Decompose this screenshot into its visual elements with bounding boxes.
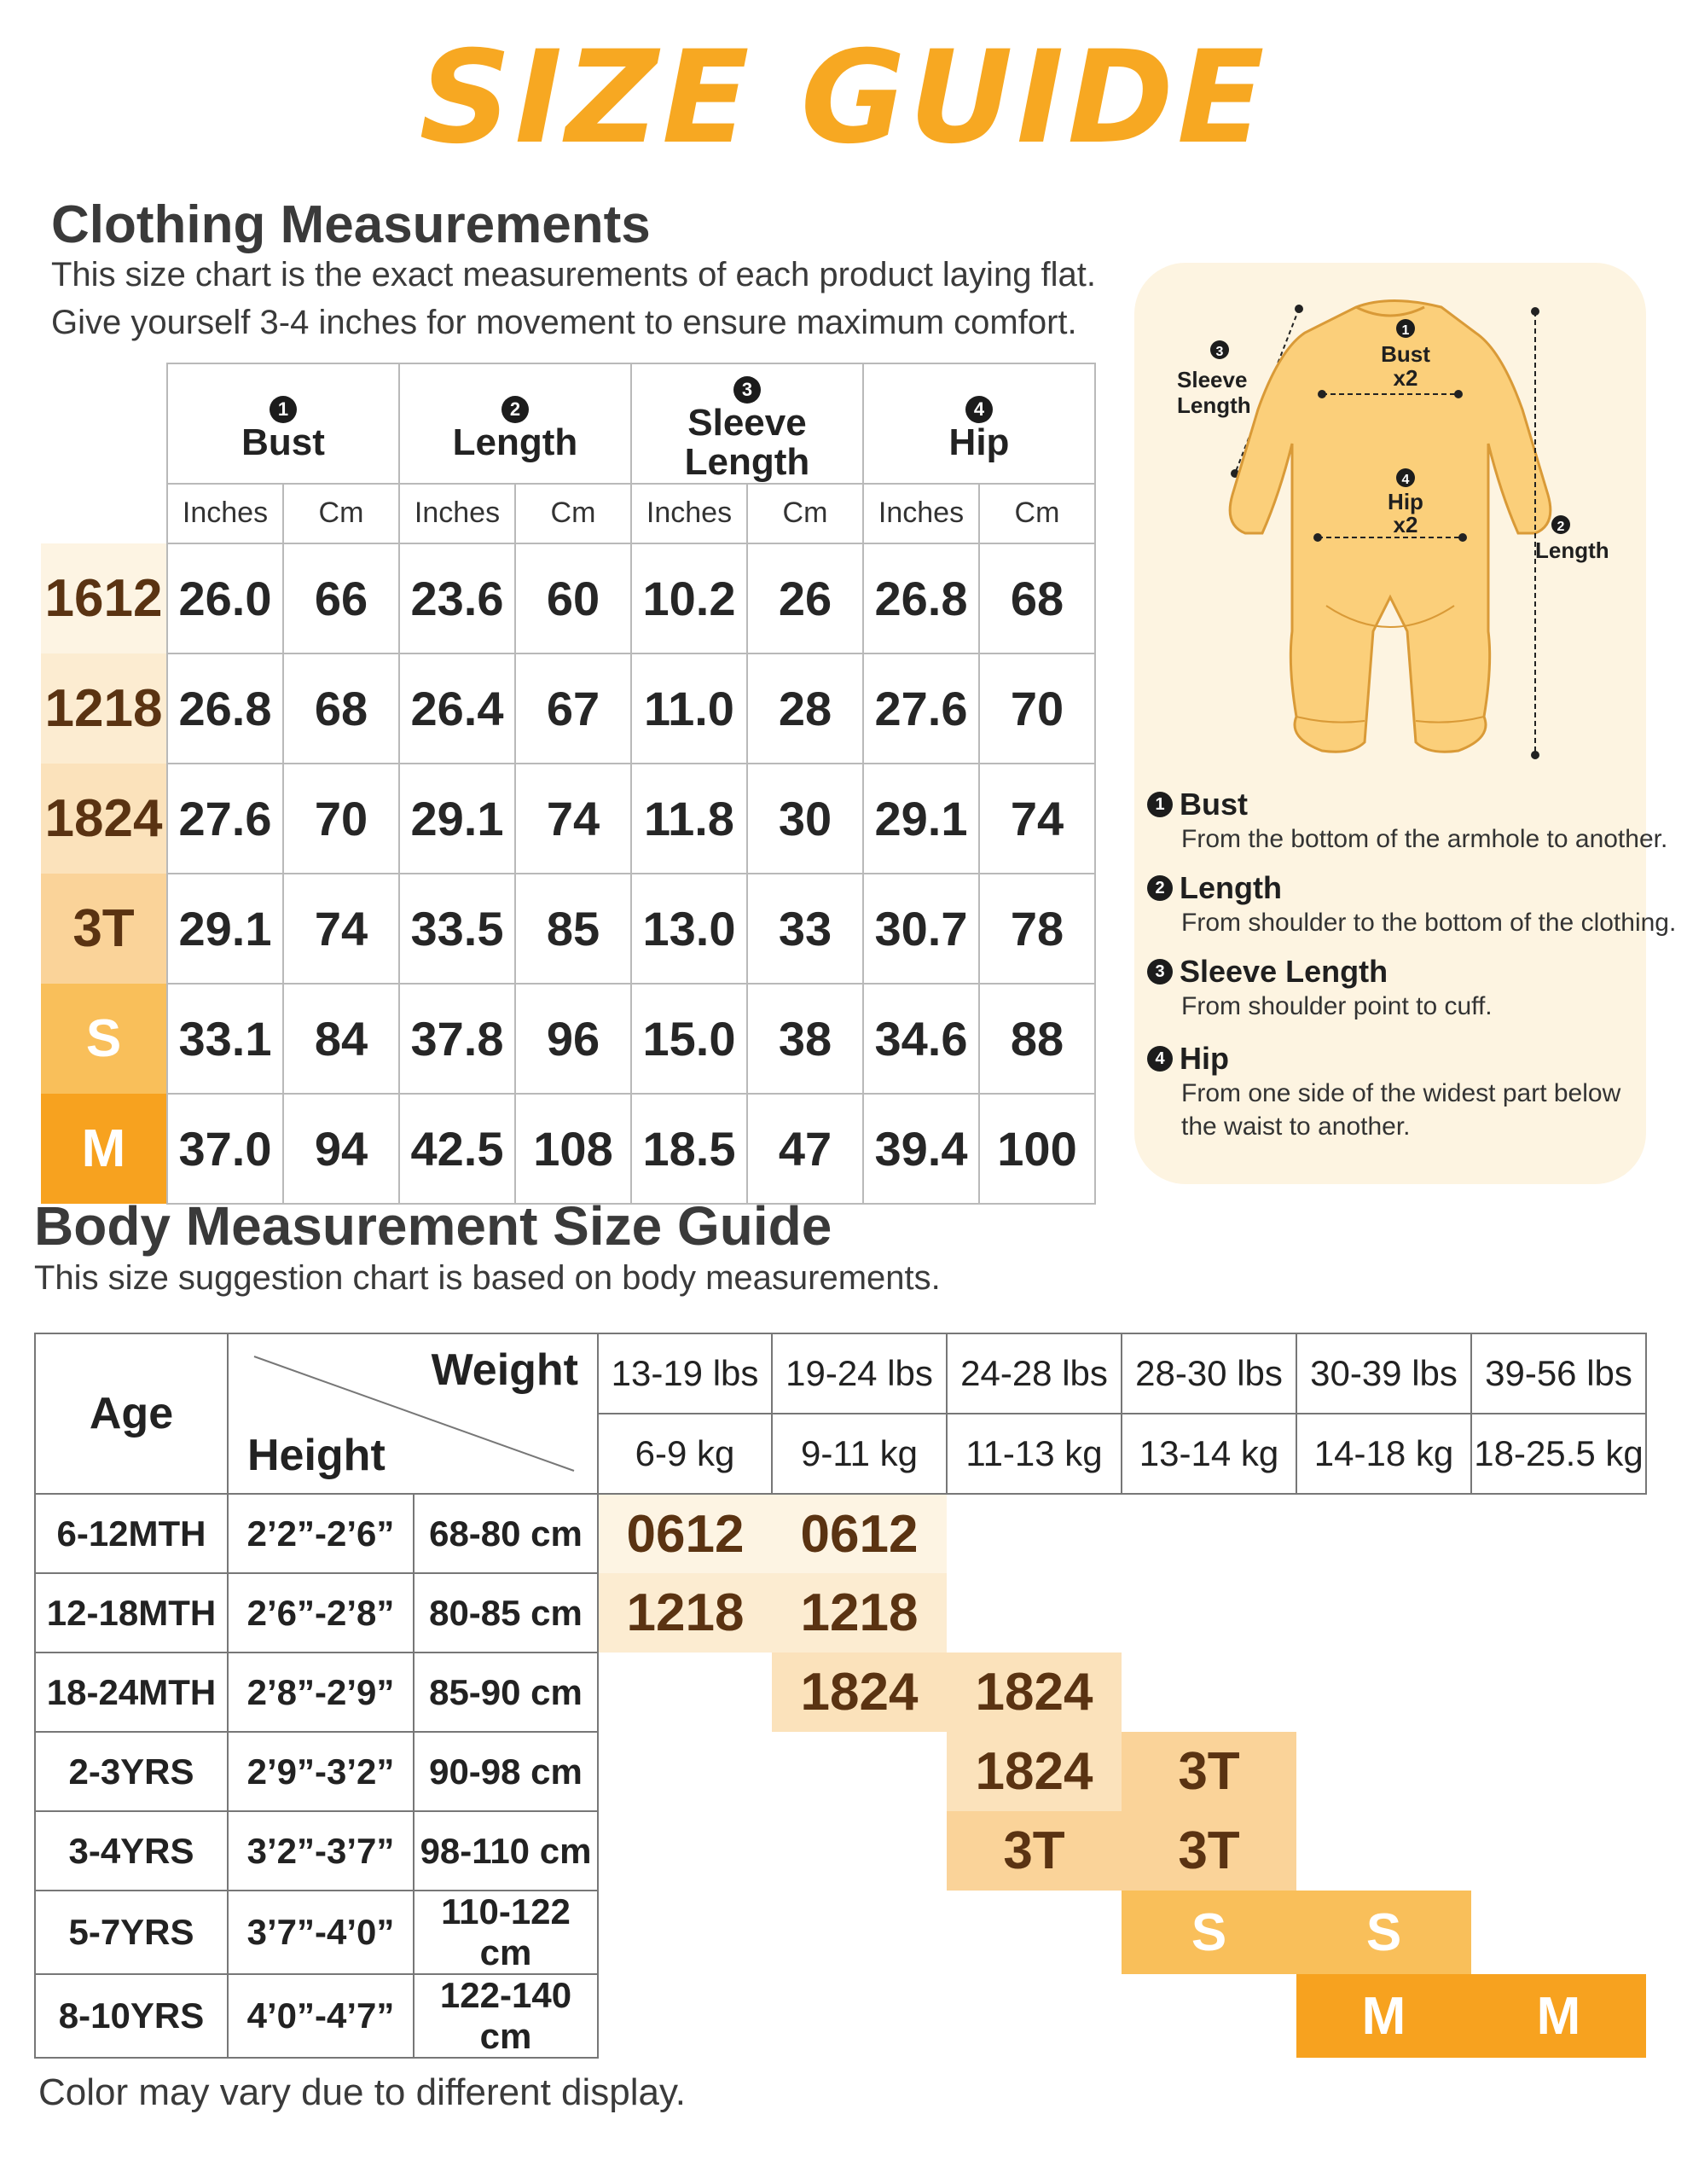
measurement-value: 47 [747, 1094, 863, 1204]
height-cm-cell: 85-90 cm [414, 1653, 598, 1732]
size-recommendation-cell [598, 1732, 772, 1811]
height-cm-cell: 110-122 cm [414, 1891, 598, 1974]
height-inches-cell: 2’2”-2’6” [228, 1494, 414, 1573]
group-number-badge: 4 [965, 396, 993, 423]
age-cell: 12-18MTH [35, 1573, 228, 1653]
size-recommendation-cell [1296, 1573, 1471, 1653]
size-label: S [41, 984, 167, 1094]
size-recommendation-cell: 1824 [947, 1653, 1122, 1732]
page-title: SIZE GUIDE [419, 24, 1268, 172]
legend-number-badge: 1 [1147, 792, 1173, 817]
measurement-value: 29.1 [167, 874, 283, 984]
table-row [41, 543, 1095, 653]
legend-desc: From the bottom of the armhole to another. [1181, 825, 1668, 853]
height-inches-cell: 3’2”-3’7” [228, 1811, 414, 1891]
table-row [41, 653, 1095, 764]
measurement-value: 26.4 [399, 653, 515, 764]
size-recommendation-cell: S [1296, 1891, 1471, 1974]
size-recommendation-cell [1471, 1891, 1646, 1974]
svg-text:2: 2 [1557, 520, 1565, 534]
diagram-label-length: Length [1535, 537, 1609, 563]
measurement-value: 29.1 [863, 764, 979, 874]
legend-desc: From shoulder to the bottom of the clothing. [1181, 909, 1677, 937]
legend-number-badge: 2 [1147, 875, 1173, 901]
measurement-value: 66 [283, 543, 399, 653]
body-measurement-table [34, 1333, 1647, 2059]
clothing-desc-line1: This size chart is the exact measurements of each product laying flat. [51, 256, 1097, 293]
height-cm-cell: 90-98 cm [414, 1732, 598, 1811]
size-recommendation-cell [1296, 1732, 1471, 1811]
measurement-value: 28 [747, 653, 863, 764]
measurement-value: 27.6 [863, 653, 979, 764]
table-row [35, 1732, 1646, 1811]
measurement-value: 30 [747, 764, 863, 874]
size-recommendation-cell [1471, 1653, 1646, 1732]
table-row [35, 1974, 1646, 2058]
legend-number-badge: 3 [1147, 959, 1173, 985]
size-recommendation-cell: 3T [947, 1811, 1122, 1891]
size-recommendation-cell [598, 1811, 772, 1891]
unit-header: Inches [167, 484, 283, 543]
measurement-value: 13.0 [631, 874, 747, 984]
table-row [35, 1494, 1646, 1573]
height-inches-cell: 3’7”-4’0” [228, 1891, 414, 1974]
legend-title: Hip [1180, 1041, 1229, 1076]
measurement-value: 30.7 [863, 874, 979, 984]
legend-bust [1147, 787, 1667, 856]
size-recommendation-cell [1122, 1653, 1296, 1732]
measurement-value: 70 [283, 764, 399, 874]
measurement-value: 11.8 [631, 764, 747, 874]
size-recommendation-cell [772, 1732, 947, 1811]
measurement-value: 26.0 [167, 543, 283, 653]
size-recommendation-cell [772, 1891, 947, 1974]
size-label: 1824 [41, 764, 167, 874]
measurement-value: 108 [515, 1094, 631, 1204]
size-label: 1612 [41, 543, 167, 653]
legend-number-badge: 4 [1147, 1046, 1173, 1072]
size-recommendation-cell [947, 1494, 1122, 1573]
measurement-value: 68 [283, 653, 399, 764]
measurement-value: 11.0 [631, 653, 747, 764]
height-label: Height [247, 1431, 386, 1480]
measurement-value: 68 [979, 543, 1095, 653]
height-cm-cell: 80-85 cm [414, 1573, 598, 1653]
size-label: 1218 [41, 653, 167, 764]
clothing-measurements-table [41, 363, 1096, 1205]
weight-lbs-header: 30-39 lbs [1296, 1333, 1471, 1414]
unit-header: Cm [515, 484, 631, 543]
size-recommendation-cell [1296, 1653, 1471, 1732]
clothing-desc-line2: Give yourself 3-4 inches for movement to ensure maximum comfort. [51, 304, 1077, 341]
weight-kg-header: 13-14 kg [1122, 1414, 1296, 1494]
measurement-value: 37.8 [399, 984, 515, 1094]
table-row [41, 874, 1095, 984]
height-cm-cell: 68-80 cm [414, 1494, 598, 1573]
measurement-value: 33 [747, 874, 863, 984]
measurement-value: 29.1 [399, 764, 515, 874]
size-label: 3T [41, 874, 167, 984]
weight-kg-header: 9-11 kg [772, 1414, 947, 1494]
age-cell: 8-10YRS [35, 1974, 228, 2058]
measurement-value: 33.1 [167, 984, 283, 1094]
size-recommendation-cell: S [1122, 1891, 1296, 1974]
legend-title: Bust [1180, 787, 1248, 822]
table-row [35, 1811, 1646, 1891]
height-inches-cell: 2’8”-2’9” [228, 1653, 414, 1732]
unit-header: Inches [631, 484, 747, 543]
group-header [399, 363, 631, 484]
group-number-badge: 2 [501, 396, 529, 423]
measurement-value: 10.2 [631, 543, 747, 653]
measurement-value: 78 [979, 874, 1095, 984]
diagram-label-bust-x2: x2 [1393, 365, 1418, 391]
size-recommendation-cell [947, 1974, 1122, 2058]
size-recommendation-cell: 1218 [598, 1573, 772, 1653]
unit-header: Inches [399, 484, 515, 543]
unit-header-row [41, 484, 1095, 543]
group-label: Length [452, 421, 578, 464]
size-recommendation-cell [1471, 1811, 1646, 1891]
weight-kg-header: 6-9 kg [598, 1414, 772, 1494]
age-header: Age [35, 1333, 228, 1494]
size-recommendation-cell [598, 1974, 772, 2058]
size-recommendation-cell: 1824 [947, 1732, 1122, 1811]
size-recommendation-cell: 0612 [772, 1494, 947, 1573]
measurement-value: 33.5 [399, 874, 515, 984]
height-inches-cell: 2’6”-2’8” [228, 1573, 414, 1653]
table-row [41, 984, 1095, 1094]
group-header [863, 363, 1095, 484]
measurement-value: 39.4 [863, 1094, 979, 1204]
measurement-value: 38 [747, 984, 863, 1094]
group-label: Sleeve Length [684, 402, 810, 484]
weight-label: Weight [431, 1345, 578, 1395]
group-number-badge: 3 [733, 376, 761, 404]
group-number-badge: 1 [270, 396, 297, 423]
measurement-value: 18.5 [631, 1094, 747, 1204]
size-recommendation-cell: M [1471, 1974, 1646, 2058]
size-recommendation-cell [1122, 1494, 1296, 1573]
svg-text:3: 3 [1215, 345, 1224, 359]
table-row [41, 1094, 1095, 1204]
clothing-heading: Clothing Measurements [51, 195, 651, 254]
unit-header: Cm [283, 484, 399, 543]
height-cm-cell: 122-140 cm [414, 1974, 598, 2058]
table-row [35, 1891, 1646, 1974]
size-label: M [41, 1094, 167, 1204]
height-cm-cell: 98-110 cm [414, 1811, 598, 1891]
measurement-value: 74 [979, 764, 1095, 874]
size-recommendation-cell [1471, 1573, 1646, 1653]
measurement-value: 74 [515, 764, 631, 874]
size-recommendation-cell [1296, 1811, 1471, 1891]
weight-lbs-header: 13-19 lbs [598, 1333, 772, 1414]
unit-header: Cm [979, 484, 1095, 543]
measurement-value: 70 [979, 653, 1095, 764]
age-cell: 3-4YRS [35, 1811, 228, 1891]
legend-hip [1147, 1041, 1625, 1143]
measurement-value: 85 [515, 874, 631, 984]
measurement-value: 26.8 [167, 653, 283, 764]
footer-note: Color may vary due to different display. [38, 2071, 686, 2113]
group-header [631, 363, 863, 484]
unit-header: Cm [747, 484, 863, 543]
measurement-value: 84 [283, 984, 399, 1094]
group-label: Hip [948, 421, 1010, 464]
height-inches-cell: 4’0”-4’7” [228, 1974, 414, 2058]
measurement-value: 26.8 [863, 543, 979, 653]
measurement-value: 60 [515, 543, 631, 653]
age-cell: 6-12MTH [35, 1494, 228, 1573]
diagram-label-bust: Bust [1381, 341, 1430, 367]
weight-lbs-header: 24-28 lbs [947, 1333, 1122, 1414]
age-cell: 5-7YRS [35, 1891, 228, 1974]
size-recommendation-cell: 3T [1122, 1811, 1296, 1891]
weight-kg-header: 11-13 kg [947, 1414, 1122, 1494]
measurement-value: 67 [515, 653, 631, 764]
size-recommendation-cell: 1218 [772, 1573, 947, 1653]
size-recommendation-cell [598, 1891, 772, 1974]
size-recommendation-cell [1122, 1974, 1296, 2058]
unit-header: Inches [863, 484, 979, 543]
table-row [41, 764, 1095, 874]
legend-desc: From one side of the widest part below the waist to another. [1181, 1079, 1621, 1141]
height-weight-header [228, 1333, 598, 1494]
body-heading: Body Measurement Size Guide [34, 1195, 832, 1257]
weight-lbs-header: 19-24 lbs [772, 1333, 947, 1414]
diagram-label-hip-x2: x2 [1393, 512, 1418, 537]
size-recommendation-cell: 3T [1122, 1732, 1296, 1811]
size-recommendation-cell [598, 1653, 772, 1732]
size-recommendation-cell [1471, 1732, 1646, 1811]
size-recommendation-cell [772, 1811, 947, 1891]
svg-text:4: 4 [1401, 473, 1410, 487]
weight-kg-header: 14-18 kg [1296, 1414, 1471, 1494]
age-cell: 2-3YRS [35, 1732, 228, 1811]
diagram-label-hip: Hip [1388, 489, 1423, 514]
weight-lbs-header: 39-56 lbs [1471, 1333, 1646, 1414]
weight-kg-header: 18-25.5 kg [1471, 1414, 1646, 1494]
height-inches-cell: 2’9”-3’2” [228, 1732, 414, 1811]
measurement-value: 74 [283, 874, 399, 984]
measurement-value: 42.5 [399, 1094, 515, 1204]
body-desc: This size suggestion chart is based on body measurements. [34, 1259, 941, 1297]
group-header [167, 363, 399, 484]
size-recommendation-cell [1122, 1573, 1296, 1653]
size-recommendation-cell [1296, 1494, 1471, 1573]
measurement-value: 88 [979, 984, 1095, 1094]
measurement-value: 100 [979, 1094, 1095, 1204]
legend-sleeve-length [1147, 954, 1493, 1023]
corner-cell [41, 484, 167, 543]
weight-lbs-header: 28-30 lbs [1122, 1333, 1296, 1414]
diagram-label-sleeve-length: Length [1177, 392, 1251, 418]
legend-length [1147, 870, 1676, 939]
size-recommendation-cell [947, 1573, 1122, 1653]
legend-title: Length [1180, 870, 1282, 905]
table-row [35, 1653, 1646, 1732]
size-recommendation-cell: 0612 [598, 1494, 772, 1573]
size-recommendation-cell: M [1296, 1974, 1471, 2058]
measurement-value: 37.0 [167, 1094, 283, 1204]
svg-text:1: 1 [1401, 323, 1410, 338]
measurement-value: 34.6 [863, 984, 979, 1094]
size-recommendation-cell [1471, 1494, 1646, 1573]
measurement-value: 26 [747, 543, 863, 653]
legend-desc: From shoulder point to cuff. [1181, 992, 1493, 1020]
corner-cell [41, 363, 167, 484]
age-cell: 18-24MTH [35, 1653, 228, 1732]
legend-title: Sleeve Length [1180, 954, 1388, 989]
diagram-label-sleeve: Sleeve [1177, 367, 1248, 392]
measurement-value: 15.0 [631, 984, 747, 1094]
size-recommendation-cell: 1824 [772, 1653, 947, 1732]
measurement-value: 23.6 [399, 543, 515, 653]
table-row [35, 1573, 1646, 1653]
group-header-row [41, 363, 1095, 484]
measurement-value: 27.6 [167, 764, 283, 874]
measurement-value: 96 [515, 984, 631, 1094]
size-recommendation-cell [947, 1891, 1122, 1974]
group-label: Bust [241, 421, 325, 464]
measurement-value: 94 [283, 1094, 399, 1204]
size-recommendation-cell [772, 1974, 947, 2058]
